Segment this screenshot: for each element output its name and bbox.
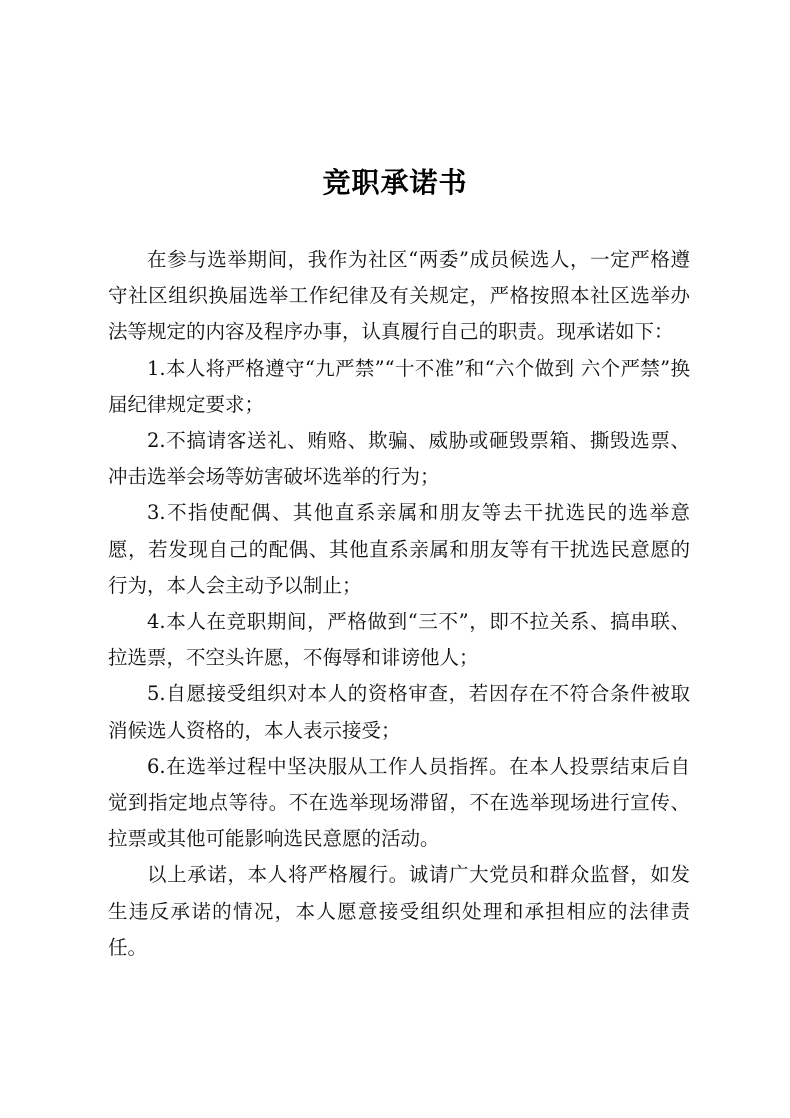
paragraph-item-4: 4.本人在竞职期间，严格做到“三不”，即不拉关系、搞串联、拉选票，不空头许愿，不侮辱和诽谤他人； — [108, 610, 690, 670]
paragraph-item-6: 6.在选举过程中坚决服从工作人员指挥。在本人投票结束后自觉到指定地点等待。不在选举现场滞留，不在选举现场进行宣传、拉票或其他可能影响选民意愿的活动。 — [108, 754, 690, 851]
document-body — [108, 242, 690, 966]
paragraph-closing: 以上承诺，本人将严格履行。诚请广大党员和群众监督，如发生违反承诺的情况，本人愿意接受组织处理和承担相应的法律责任。 — [108, 863, 690, 959]
page-title: 竞职承诺书 — [322, 166, 468, 199]
paragraph-intro: 在参与选举期间，我作为社区“两委”成员候选人，一定严格遵守社区组织换届选举工作纪律及有关规定，严格按照本社区选举办法等规定的内容及程序办事，认真履行自己的职责。现承诺如下： — [108, 248, 690, 344]
paragraph-item-5: 5.自愿接受组织对本人的资格审查，若因存在不符合条件被取消候选人资格的，本人表示接受； — [108, 682, 690, 742]
paragraph-item-3: 3.不指使配偶、其他直系亲属和朋友等去干扰选民的选举意愿，若发现自己的配偶、其他直系亲属和朋友等有干扰选民意愿的行为，本人会主动予以制止； — [108, 501, 690, 597]
paragraph-item-1: 1.本人将严格遵守“九严禁”“十不准”和“六个做到 六个严禁”换届纪律规定要求； — [108, 356, 690, 416]
paragraph-item-2: 2.不搞请客送礼、贿赂、欺骗、威胁或砸毁票箱、撕毁选票、冲击选举会场等妨害破坏选举的行为； — [108, 429, 690, 489]
